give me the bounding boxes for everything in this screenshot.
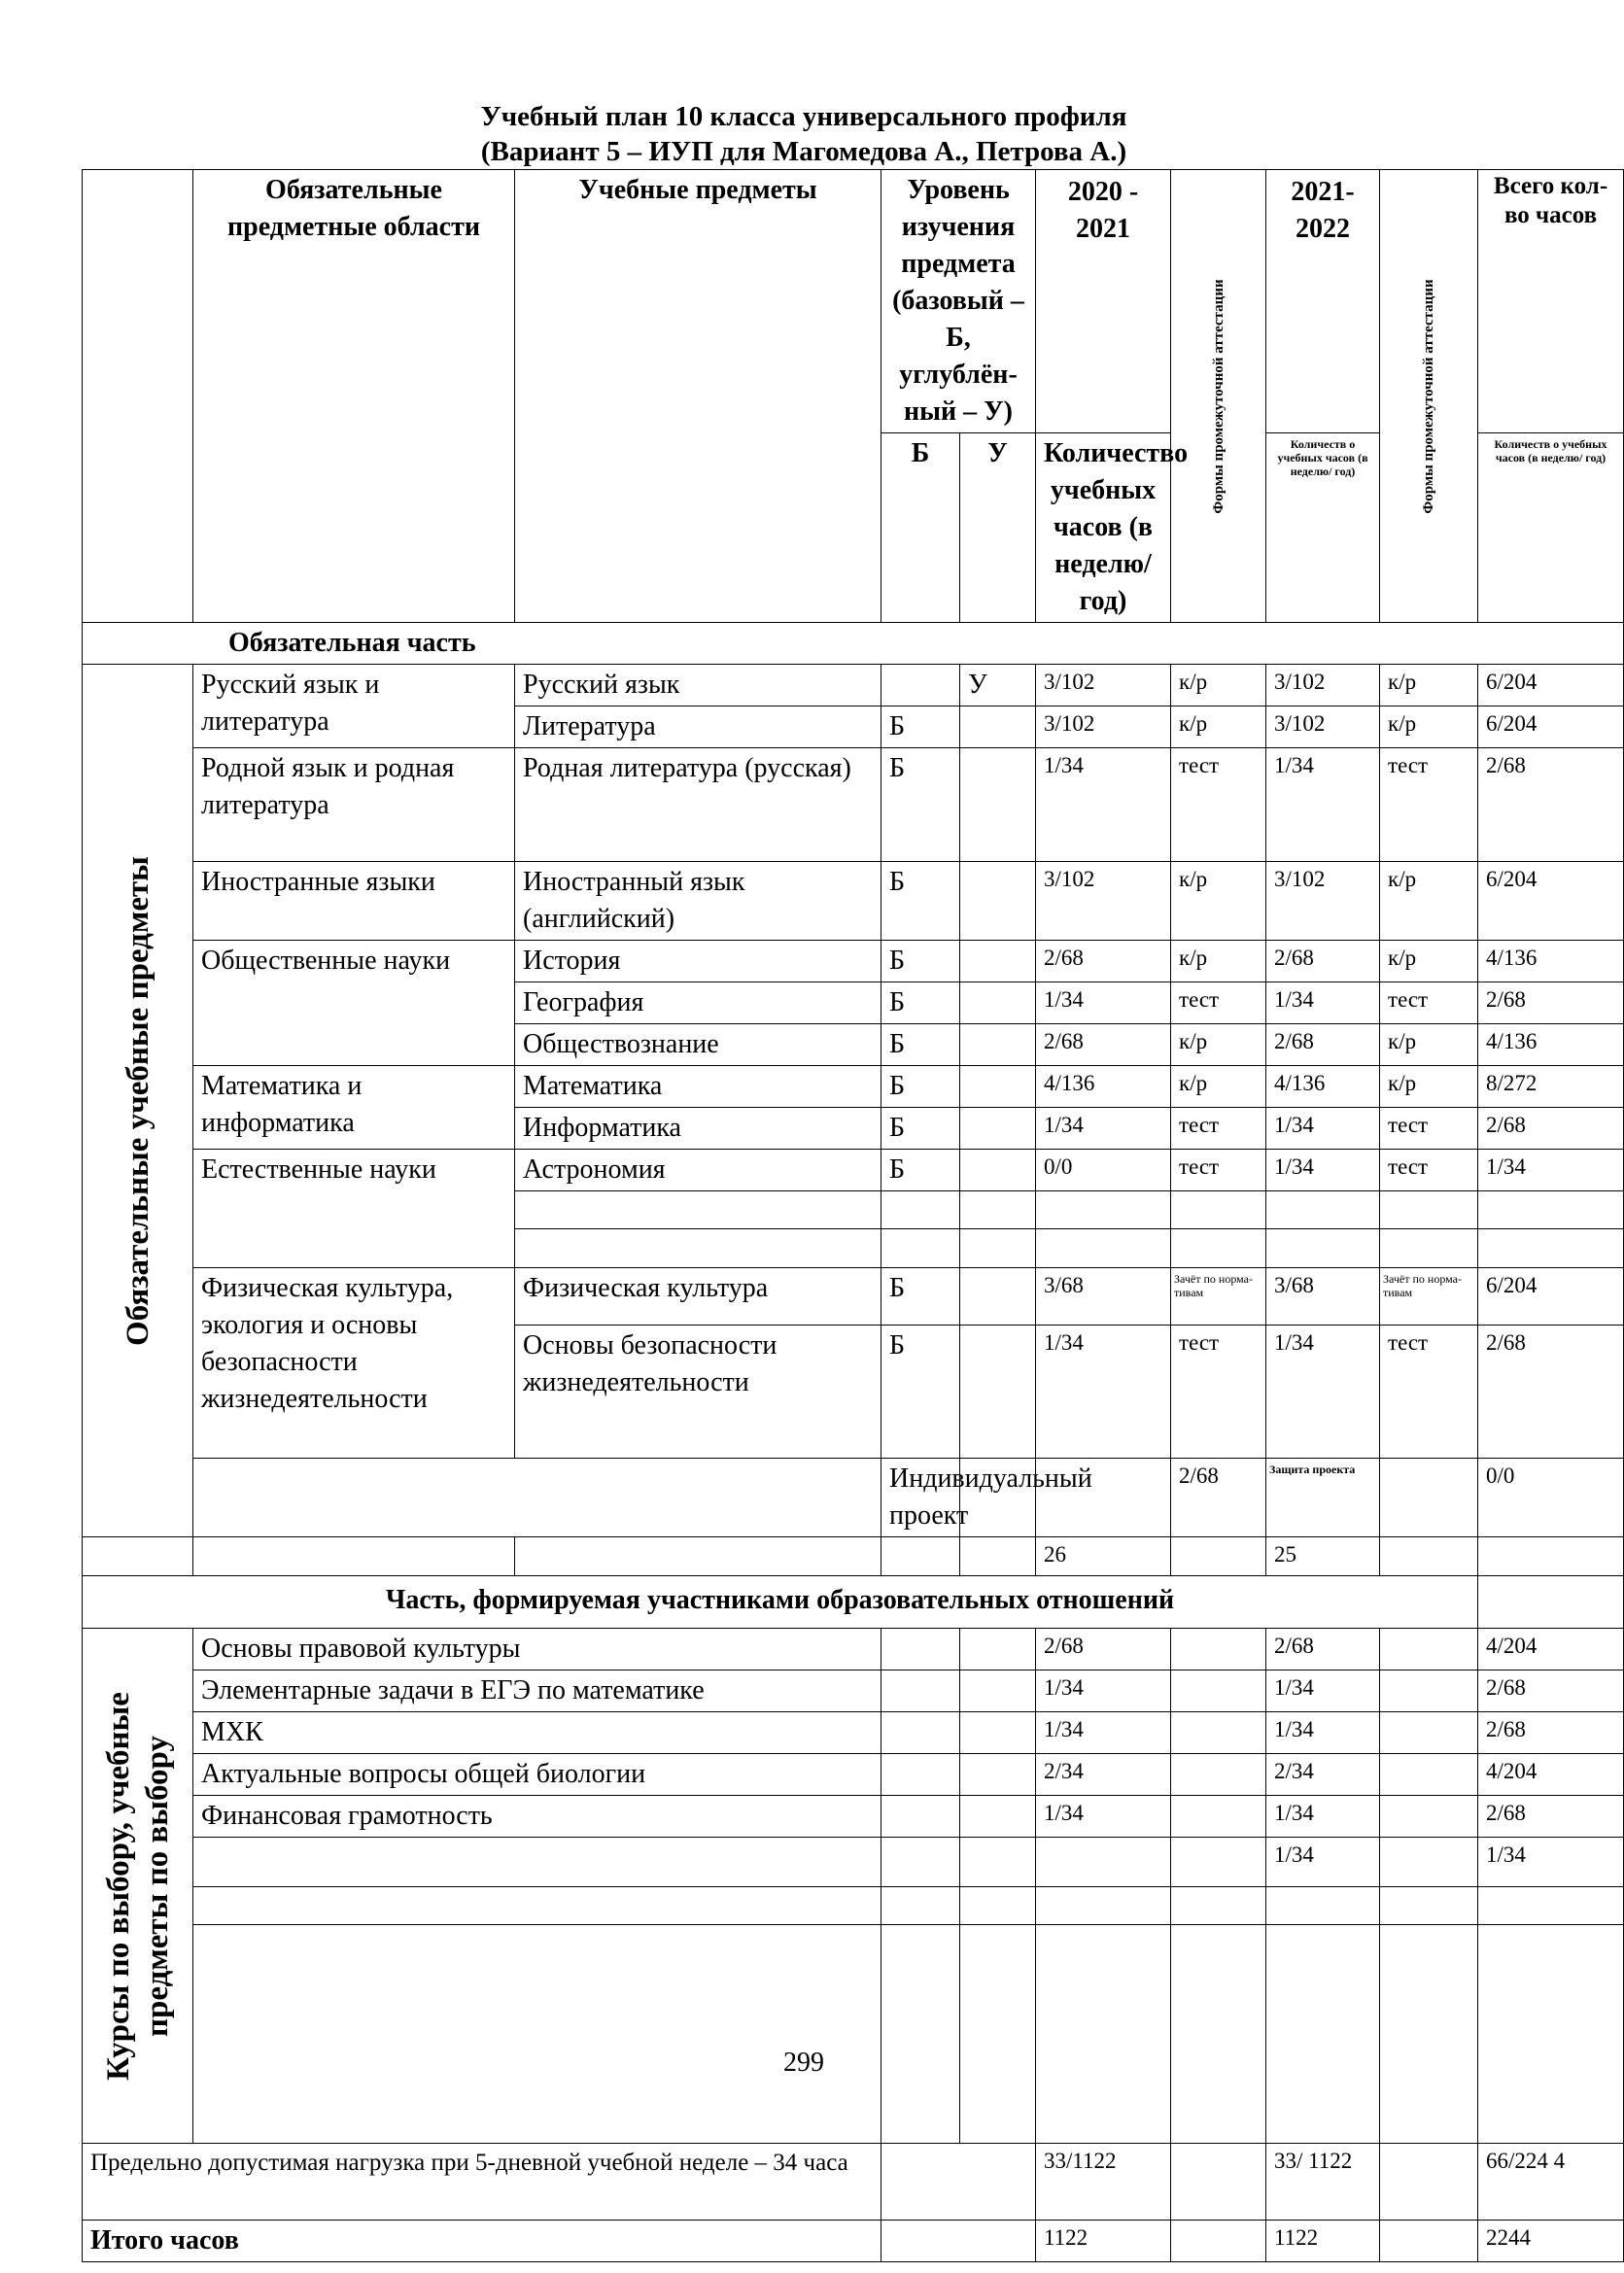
hours-2-cell: 2/68 bbox=[1266, 1024, 1380, 1066]
empty-cell bbox=[1380, 1925, 1478, 2144]
project-hours-2 bbox=[1380, 1459, 1478, 1537]
empty-cell bbox=[1380, 1838, 1478, 1887]
subject-cell: Литература bbox=[515, 706, 881, 748]
hours-1-cell: 1/34 bbox=[1036, 748, 1171, 862]
forms-1-cell: тест bbox=[1171, 1326, 1266, 1459]
area-phys: Физическая культура, экология и основы безопасности жизнедеятельности bbox=[193, 1268, 515, 1459]
sum-hours-1: 26 bbox=[1036, 1537, 1171, 1576]
level-b-cell: Б bbox=[881, 1150, 960, 1191]
part2-vertical-line-2: предметы по выбору bbox=[139, 1735, 175, 2037]
sum-hours-2: 25 bbox=[1266, 1537, 1380, 1576]
forms-1-cell: к/р bbox=[1171, 862, 1266, 941]
empty-cell bbox=[1478, 1887, 1624, 1925]
table-row bbox=[83, 1150, 1624, 1191]
empty-cell bbox=[881, 1629, 960, 1670]
area-foreign: Иностранные языки bbox=[193, 862, 515, 941]
hours-2-cell: 3/102 bbox=[1266, 862, 1380, 941]
empty-cell bbox=[960, 1191, 1036, 1229]
level-u-cell bbox=[960, 1150, 1036, 1191]
table-row bbox=[83, 665, 1624, 706]
empty-cell bbox=[1171, 1191, 1266, 1229]
table-row bbox=[83, 748, 1624, 862]
level-b-cell: Б bbox=[881, 1326, 960, 1459]
sum-row bbox=[83, 1537, 1624, 1576]
hours-2-cell: 2/68 bbox=[1266, 941, 1380, 982]
title-line-2: (Вариант 5 – ИУП для Магомедова А., Петрова А.) bbox=[480, 136, 1127, 167]
empty-cell bbox=[515, 1537, 881, 1576]
total-cell: 2/68 bbox=[1478, 1670, 1624, 1712]
subject-cell: Информатика bbox=[515, 1108, 881, 1150]
hours-1-cell: 2/68 bbox=[1036, 1024, 1171, 1066]
forms-2-cell: тест bbox=[1380, 1108, 1478, 1150]
hours-1-cell: 3/68 bbox=[1036, 1268, 1171, 1326]
empty-cell bbox=[960, 1537, 1036, 1576]
table-row bbox=[83, 1754, 1624, 1796]
empty-cell bbox=[1171, 1925, 1266, 2144]
empty-cell bbox=[1380, 1229, 1478, 1268]
empty-cell bbox=[881, 1925, 960, 2144]
empty-row bbox=[83, 1925, 1624, 2144]
empty-cell bbox=[1380, 2221, 1478, 2262]
empty-cell bbox=[960, 1887, 1036, 1925]
forms-2-cell: тест bbox=[1380, 1150, 1478, 1191]
header-hours-total: Количеств о учебных часов (в неделю/ год) bbox=[1478, 433, 1624, 623]
level-b-cell: Б bbox=[881, 862, 960, 941]
subject-cell: Физическая культура bbox=[515, 1268, 881, 1326]
area-rus: Русский язык и литература bbox=[193, 665, 515, 748]
total-cell: 2/68 bbox=[1478, 1108, 1624, 1150]
level-u-cell bbox=[960, 862, 1036, 941]
empty-cell bbox=[881, 1229, 960, 1268]
forms-2-cell: тест bbox=[1380, 1326, 1478, 1459]
empty-cell bbox=[1380, 1537, 1478, 1576]
empty-cell bbox=[193, 1459, 881, 1537]
empty-cell bbox=[960, 1629, 1036, 1670]
area-natural: Естественные науки bbox=[193, 1150, 515, 1268]
hours-1-cell: 1/34 bbox=[1036, 1712, 1171, 1754]
empty-cell bbox=[515, 1191, 881, 1229]
forms-2-cell: к/р bbox=[1380, 1066, 1478, 1108]
empty-cell bbox=[1171, 1229, 1266, 1268]
empty-cell bbox=[1478, 1229, 1624, 1268]
max-load-row bbox=[83, 2144, 1624, 2221]
project-hours-1: 2/68 bbox=[1171, 1459, 1266, 1537]
hours-1-cell: 1/34 bbox=[1036, 1796, 1171, 1838]
max-total: 66/224 4 bbox=[1478, 2144, 1624, 2221]
table-row bbox=[83, 1268, 1624, 1326]
subject-cell: География bbox=[515, 982, 881, 1024]
total-cell: 6/204 bbox=[1478, 862, 1624, 941]
empty-cell bbox=[1380, 1887, 1478, 1925]
header-year-1: 2020 - 2021 bbox=[1036, 170, 1171, 433]
subject-cell: Основы правовой культуры bbox=[193, 1629, 881, 1670]
total-label: Итого часов bbox=[83, 2221, 881, 2262]
hours-2-cell: 3/102 bbox=[1266, 706, 1380, 748]
empty-cell bbox=[1036, 1229, 1171, 1268]
total-cell: 1/34 bbox=[1478, 1150, 1624, 1191]
hours-1-cell: 4/136 bbox=[1036, 1066, 1171, 1108]
hours-2-cell: 1/34 bbox=[1266, 982, 1380, 1024]
empty-cell bbox=[1380, 1754, 1478, 1796]
empty-cell bbox=[515, 1229, 881, 1268]
empty-cell bbox=[1171, 1838, 1266, 1887]
total-cell: 2/68 bbox=[1478, 982, 1624, 1024]
empty-cell bbox=[1171, 2144, 1266, 2221]
hours-2-cell: 1/34 bbox=[1266, 1670, 1380, 1712]
empty-cell bbox=[1478, 1191, 1624, 1229]
table-row bbox=[83, 1629, 1624, 1670]
total-cell: 4/136 bbox=[1478, 1024, 1624, 1066]
empty-cell bbox=[1171, 1629, 1266, 1670]
hours-2-cell: 1/34 bbox=[1266, 1796, 1380, 1838]
hours-2-cell: 1/34 bbox=[1266, 1838, 1380, 1887]
hours-1-cell: 3/102 bbox=[1036, 665, 1171, 706]
empty-cell bbox=[881, 1537, 960, 1576]
project-subject: Индивидуальный проект bbox=[881, 1459, 960, 1537]
level-b-cell: Б bbox=[881, 748, 960, 862]
empty-cell bbox=[1036, 1887, 1171, 1925]
part1-vertical-cell bbox=[83, 665, 193, 1537]
header-year-2: 2021-2022 bbox=[1266, 170, 1380, 433]
empty-cell bbox=[1171, 2221, 1266, 2262]
empty-cell bbox=[881, 1796, 960, 1838]
empty-cell bbox=[1266, 1191, 1380, 1229]
empty-cell bbox=[1478, 1576, 1624, 1629]
table-row bbox=[83, 1066, 1624, 1108]
empty-cell bbox=[1266, 1925, 1380, 2144]
empty-cell bbox=[1036, 1925, 1171, 2144]
empty-cell bbox=[1380, 1191, 1478, 1229]
total-cell: 1/34 bbox=[1478, 1838, 1624, 1887]
hours-2-cell: 2/34 bbox=[1266, 1754, 1380, 1796]
empty-cell bbox=[960, 1670, 1036, 1712]
max-hours-2: 33/ 1122 bbox=[1266, 2144, 1380, 2221]
empty-cell bbox=[960, 1838, 1036, 1887]
forms-2-cell: Зачёт по норма-тивам bbox=[1380, 1268, 1478, 1326]
hours-2-cell: 4/136 bbox=[1266, 1066, 1380, 1108]
total-hours-1: 1122 bbox=[1036, 2221, 1171, 2262]
hours-2-cell: 1/34 bbox=[1266, 1150, 1380, 1191]
area-math: Математика и информатика bbox=[193, 1066, 515, 1150]
level-u-cell bbox=[960, 1326, 1036, 1459]
empty-cell bbox=[960, 1796, 1036, 1838]
forms-2-cell: к/р bbox=[1380, 862, 1478, 941]
hours-2-cell: 1/34 bbox=[1266, 748, 1380, 862]
header-forms-1-cell bbox=[1171, 170, 1266, 623]
total-cell: 6/204 bbox=[1478, 665, 1624, 706]
hours-2-cell: 1/34 bbox=[1266, 1326, 1380, 1459]
empty-cell bbox=[881, 1712, 960, 1754]
header-forms-2-cell bbox=[1380, 170, 1478, 623]
part1-title-text: Обязательная часть bbox=[228, 628, 476, 658]
total-cell: 2/68 bbox=[1478, 748, 1624, 862]
subject-cell: Основы безопасности жизнедеятельности bbox=[515, 1326, 881, 1459]
level-b-cell: Б bbox=[881, 982, 960, 1024]
empty-cell bbox=[881, 2221, 1036, 2262]
empty-cell bbox=[1478, 1925, 1624, 2144]
forms-1-cell: к/р bbox=[1171, 1066, 1266, 1108]
total-cell: 2/68 bbox=[1478, 1796, 1624, 1838]
header-level-b: Б bbox=[881, 433, 960, 623]
level-u-cell bbox=[960, 706, 1036, 748]
header-areas: Обязательные предметные области bbox=[193, 170, 515, 623]
empty-cell bbox=[193, 1925, 881, 2144]
part2-vertical-label bbox=[99, 1692, 177, 2081]
empty-cell bbox=[960, 1754, 1036, 1796]
project-forms-1: Защита проекта bbox=[1266, 1459, 1380, 1537]
forms-1-cell: к/р bbox=[1171, 706, 1266, 748]
empty-cell bbox=[1036, 1191, 1171, 1229]
project-row bbox=[83, 1459, 1624, 1537]
forms-2-cell: к/р bbox=[1380, 1024, 1478, 1066]
level-u-cell bbox=[960, 941, 1036, 982]
empty-cell bbox=[960, 1712, 1036, 1754]
level-u-cell bbox=[960, 1108, 1036, 1150]
subject-cell: МХК bbox=[193, 1712, 881, 1754]
subject-cell: Иностранный язык (английский) bbox=[515, 862, 881, 941]
total-cell: 4/204 bbox=[1478, 1629, 1624, 1670]
total-cell: 4/204 bbox=[1478, 1754, 1624, 1796]
empty-cell bbox=[1380, 1796, 1478, 1838]
level-b-cell: Б bbox=[881, 1108, 960, 1150]
empty-cell bbox=[193, 1887, 881, 1925]
hours-1-cell: 3/102 bbox=[1036, 862, 1171, 941]
empty-cell bbox=[1478, 1537, 1624, 1576]
title-line-1: Учебный план 10 класса универсального профиля bbox=[480, 101, 1127, 132]
empty-cell bbox=[1171, 1537, 1266, 1576]
header-hours-2: Количеств о учебных часов (в неделю/ год) bbox=[1266, 433, 1380, 623]
empty-cell bbox=[881, 1670, 960, 1712]
hours-1-cell: 2/68 bbox=[1036, 941, 1171, 982]
empty-cell bbox=[1380, 1670, 1478, 1712]
empty-cell bbox=[1266, 1887, 1380, 1925]
level-u-cell bbox=[960, 1024, 1036, 1066]
hours-2-cell: 2/68 bbox=[1266, 1629, 1380, 1670]
empty-cell bbox=[1171, 1712, 1266, 1754]
hours-2-cell: 3/68 bbox=[1266, 1268, 1380, 1326]
subject-cell: Финансовая грамотность bbox=[193, 1796, 881, 1838]
level-u-cell bbox=[960, 1268, 1036, 1326]
empty-cell bbox=[881, 1191, 960, 1229]
empty-cell bbox=[1171, 1754, 1266, 1796]
empty-cell bbox=[1266, 1229, 1380, 1268]
area-native: Родной язык и родная литература bbox=[193, 748, 515, 862]
level-b-cell: Б bbox=[881, 706, 960, 748]
empty-cell bbox=[881, 1838, 960, 1887]
header-level-u: У bbox=[960, 433, 1036, 623]
forms-2-cell: тест bbox=[1380, 982, 1478, 1024]
part2-title-text: Часть, формируемая участниками образовательных отношений bbox=[385, 1585, 1175, 1615]
total-cell: 2/68 bbox=[1478, 1326, 1624, 1459]
hours-1-cell: 1/34 bbox=[1036, 982, 1171, 1024]
hours-2-cell: 1/34 bbox=[1266, 1108, 1380, 1150]
subject-cell: Обществознание bbox=[515, 1024, 881, 1066]
header-blank-cell bbox=[83, 170, 193, 623]
total-cell: 4/136 bbox=[1478, 941, 1624, 982]
empty-cell bbox=[960, 1925, 1036, 2144]
forms-1-cell: к/р bbox=[1171, 665, 1266, 706]
hours-2-cell: 3/102 bbox=[1266, 665, 1380, 706]
empty-cell bbox=[1171, 1670, 1266, 1712]
subject-cell: Родная литература (русская) bbox=[515, 748, 881, 862]
forms-2-cell: к/р bbox=[1380, 665, 1478, 706]
hours-1-cell: 1/34 bbox=[1036, 1108, 1171, 1150]
total-cell: 2/68 bbox=[1478, 1712, 1624, 1754]
level-u-cell: У bbox=[960, 665, 1036, 706]
total-cell: 8/272 bbox=[1478, 1066, 1624, 1108]
hours-1-cell: 2/34 bbox=[1036, 1754, 1171, 1796]
hours-1-cell: 1/34 bbox=[1036, 1326, 1171, 1459]
table-row bbox=[83, 862, 1624, 941]
total-cell: 6/204 bbox=[1478, 706, 1624, 748]
table-row bbox=[83, 1838, 1624, 1887]
forms-2-cell: к/р bbox=[1380, 706, 1478, 748]
header-forms-1: Формы промежуточной аттестации bbox=[1210, 278, 1227, 514]
hours-2-cell: 1/34 bbox=[1266, 1712, 1380, 1754]
empty-cell bbox=[1380, 2144, 1478, 2221]
empty-cell bbox=[83, 1537, 193, 1576]
forms-1-cell: тест bbox=[1171, 982, 1266, 1024]
forms-1-cell: тест bbox=[1171, 1108, 1266, 1150]
curriculum-table bbox=[82, 169, 1624, 2262]
subject-cell: Актуальные вопросы общей биологии bbox=[193, 1754, 881, 1796]
header-level: Уровень изучения предмета (базовый – Б, углублён-ный – У) bbox=[881, 170, 1036, 433]
level-b-cell: Б bbox=[881, 1024, 960, 1066]
hours-1-cell: 0/0 bbox=[1036, 1150, 1171, 1191]
level-b-cell: Б bbox=[881, 1268, 960, 1326]
hours-1-cell: 2/68 bbox=[1036, 1629, 1171, 1670]
subject-cell: Элементарные задачи в ЕГЭ по математике bbox=[193, 1670, 881, 1712]
empty-cell bbox=[881, 2144, 1036, 2221]
subject-cell: История bbox=[515, 941, 881, 982]
level-u-cell bbox=[960, 748, 1036, 862]
part1-title bbox=[83, 623, 1624, 665]
forms-1-cell: тест bbox=[1171, 1150, 1266, 1191]
level-b-cell: Б bbox=[881, 1066, 960, 1108]
part1-vertical-label: Обязательные учебные предметы bbox=[120, 855, 155, 1346]
table-row bbox=[83, 1712, 1624, 1754]
table-row bbox=[83, 941, 1624, 982]
subject-cell: Астрономия bbox=[515, 1150, 881, 1191]
area-social: Общественные науки bbox=[193, 941, 515, 1066]
level-u-cell bbox=[960, 1066, 1036, 1108]
empty-row bbox=[83, 1887, 1624, 1925]
empty-cell bbox=[960, 1229, 1036, 1268]
table-row bbox=[83, 1796, 1624, 1838]
header-forms-2: Формы промежуточной аттестации bbox=[1421, 278, 1437, 514]
forms-1-cell: тест bbox=[1171, 748, 1266, 862]
part2-vertical-line-1: Курсы по выбору, учебные bbox=[100, 1691, 136, 2081]
max-load-label: Предельно допустимая нагрузка при 5-дневной учебной неделе – 34 часа bbox=[83, 2144, 881, 2221]
hours-1-cell: 3/102 bbox=[1036, 706, 1171, 748]
empty-cell bbox=[1380, 1629, 1478, 1670]
total-all: 2244 bbox=[1478, 2221, 1624, 2262]
level-u-cell bbox=[960, 982, 1036, 1024]
empty-cell bbox=[881, 1754, 960, 1796]
empty-cell bbox=[1171, 1796, 1266, 1838]
project-forms-2: 0/0 bbox=[1478, 1459, 1624, 1537]
subject-cell bbox=[193, 1838, 881, 1887]
hours-1-cell: 1/34 bbox=[1036, 1670, 1171, 1712]
empty-cell bbox=[881, 1887, 960, 1925]
forms-2-cell: к/р bbox=[1380, 941, 1478, 982]
header-total: Всего кол-во часов bbox=[1478, 170, 1624, 433]
forms-1-cell: к/р bbox=[1171, 1024, 1266, 1066]
empty-cell bbox=[193, 1537, 515, 1576]
forms-2-cell: тест bbox=[1380, 748, 1478, 862]
level-b-cell: Б bbox=[881, 941, 960, 982]
max-hours-1: 33/1122 bbox=[1036, 2144, 1171, 2221]
empty-cell bbox=[1171, 1887, 1266, 1925]
empty-cell bbox=[1380, 1712, 1478, 1754]
page-number: 299 bbox=[783, 2048, 824, 2078]
total-row bbox=[83, 2221, 1624, 2262]
table-row bbox=[83, 1670, 1624, 1712]
forms-1-cell: к/р bbox=[1171, 941, 1266, 982]
subject-cell: Русский язык bbox=[515, 665, 881, 706]
header-hours-1: Количество учебных часов (в неделю/ год) bbox=[1036, 433, 1171, 623]
level-b-cell bbox=[881, 665, 960, 706]
forms-1-cell: Зачёт по норма-тивам bbox=[1171, 1268, 1266, 1326]
total-cell: 6/204 bbox=[1478, 1268, 1624, 1326]
part2-title bbox=[83, 1576, 1478, 1629]
total-hours-2: 1122 bbox=[1266, 2221, 1380, 2262]
subject-cell: Математика bbox=[515, 1066, 881, 1108]
hours-1-cell bbox=[1036, 1838, 1171, 1887]
header-subjects: Учебные предметы bbox=[515, 170, 881, 623]
